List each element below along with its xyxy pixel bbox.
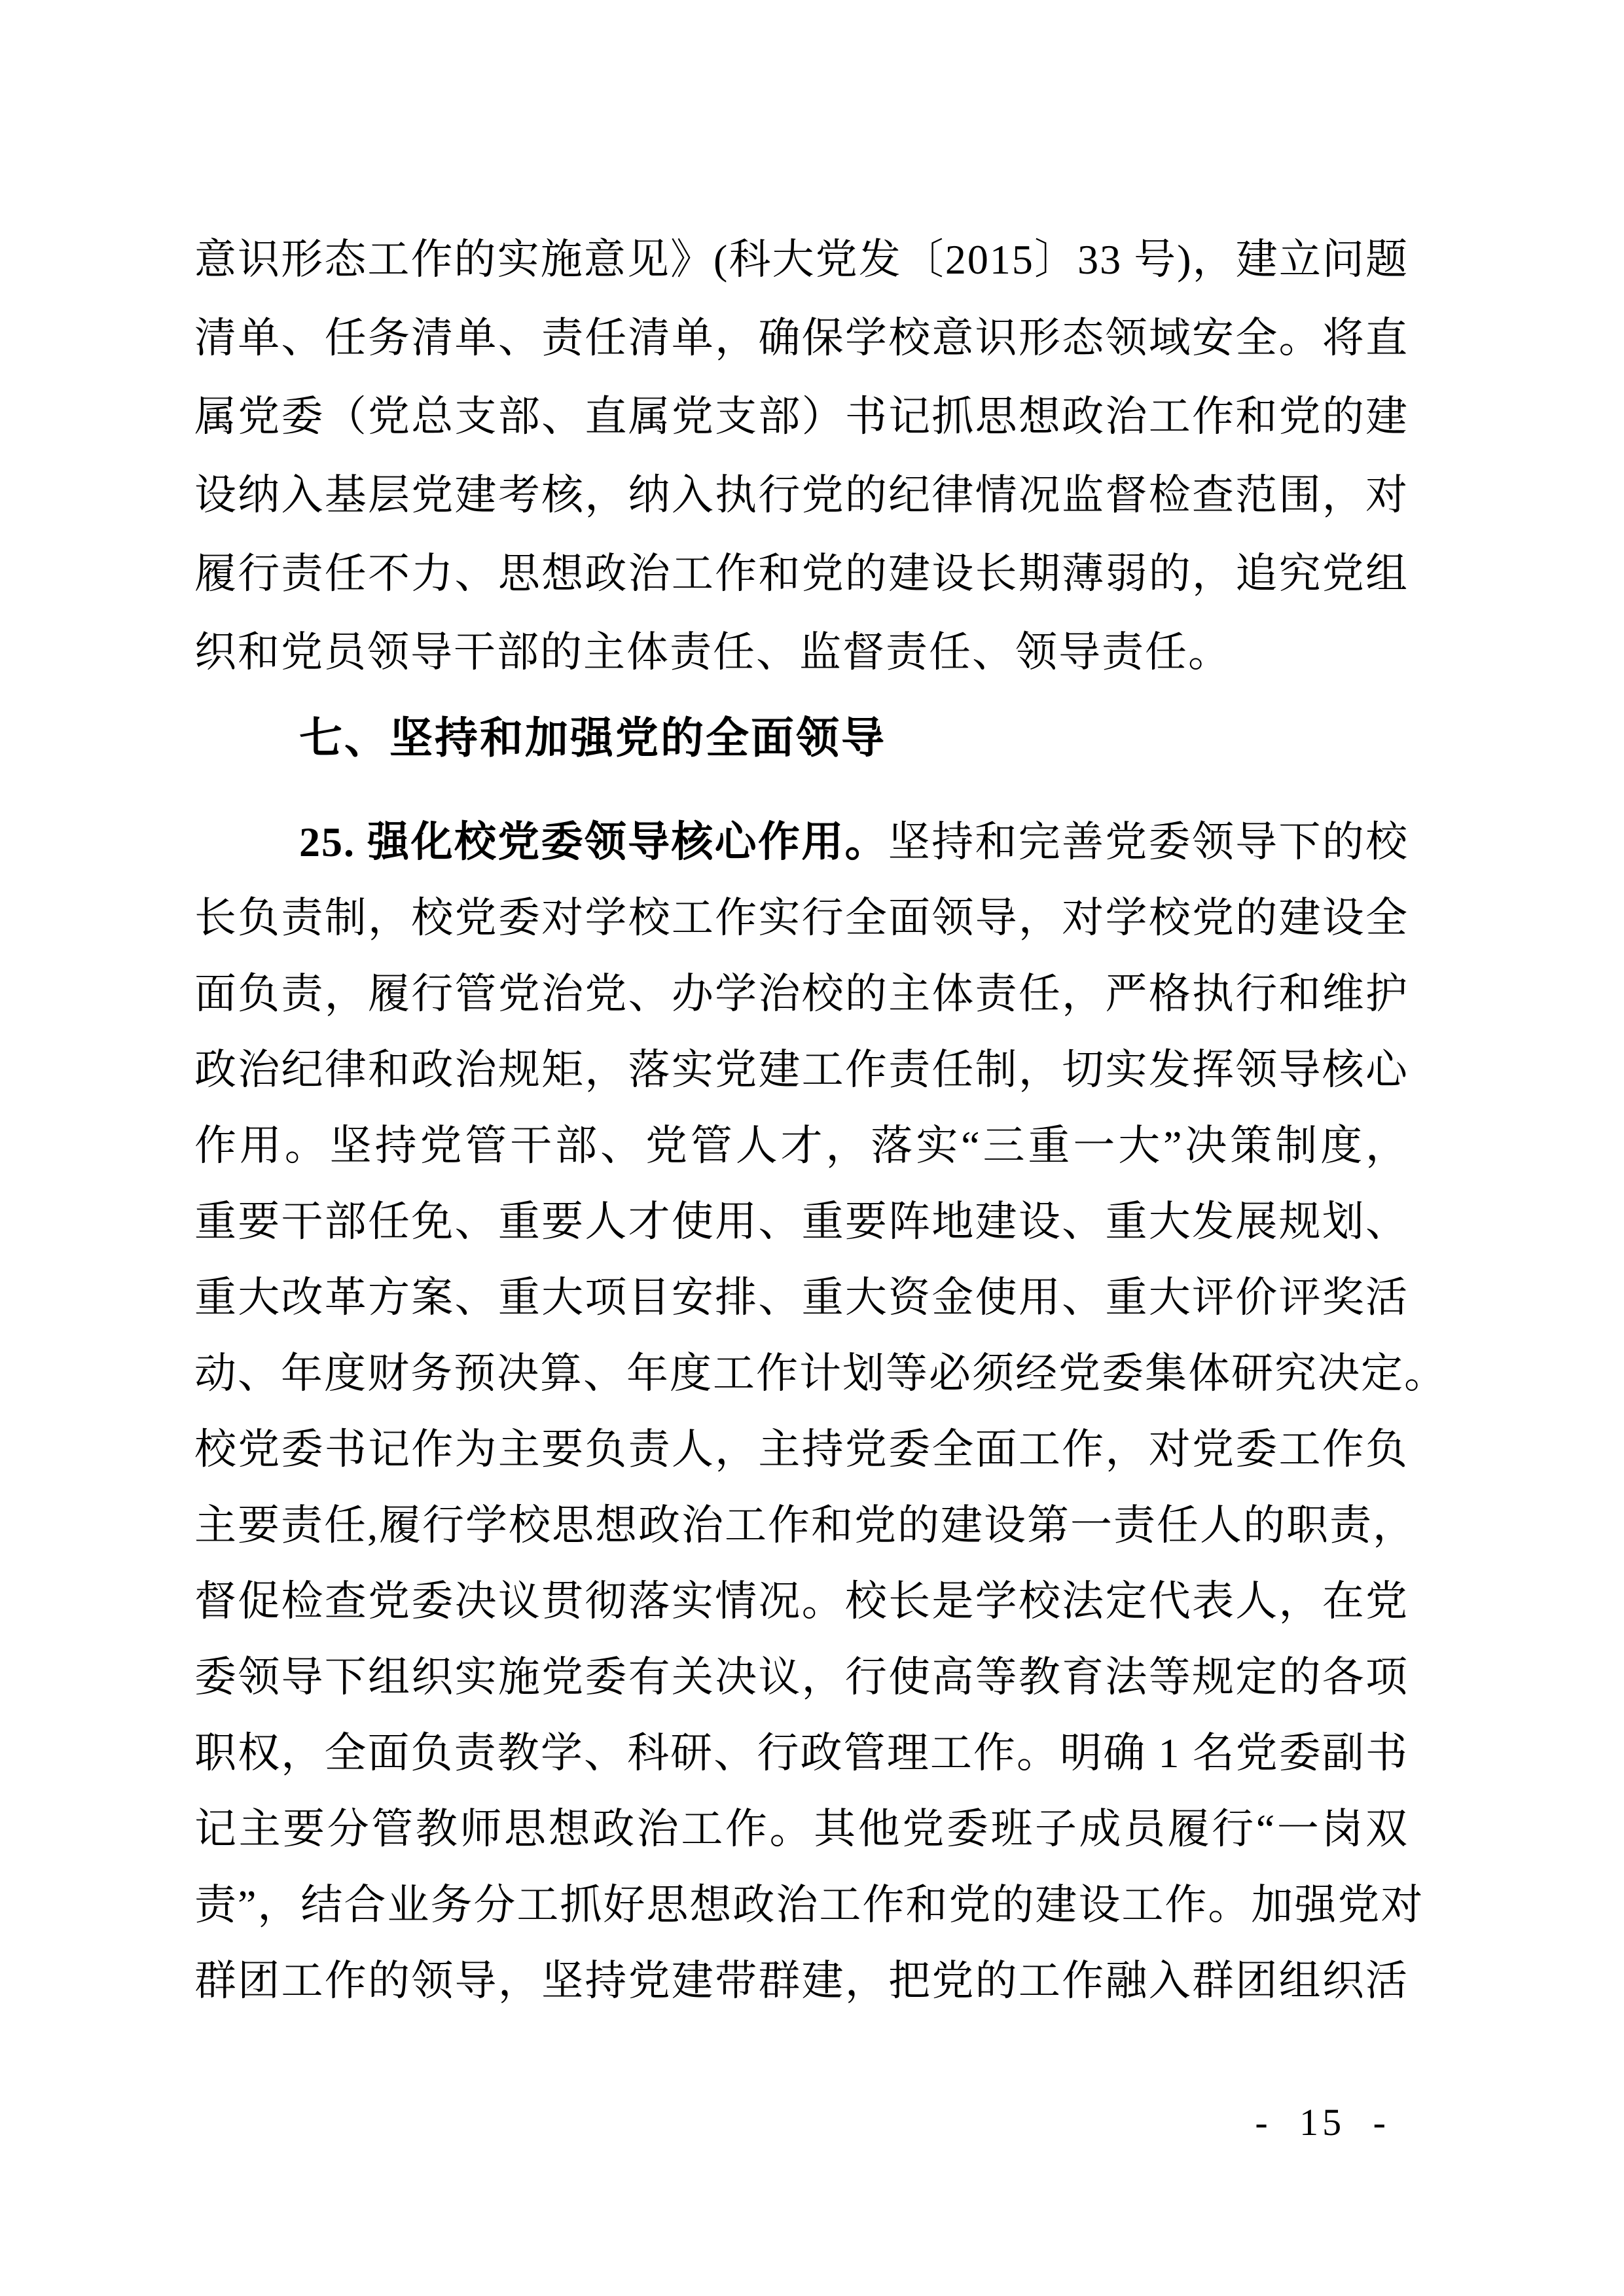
body-line: 记主要分管教师思想政治工作。其他党委班子成员履行“一岗双 [194,1806,1409,1852]
body-line: 重要干部任免、重要人才使用、重要阵地建设、重大发展规划、 [194,1198,1409,1245]
body-line: 意识形态工作的实施意见》(科大党发〔2015〕33 号)，建立问题 [194,236,1409,283]
body-line: 设纳入基层党建考核，纳入执行党的纪律情况监督检查范围，对 [194,472,1409,518]
body-line: 委领导下组织实施党委有关决议，行使高等教育法等规定的各项 [194,1654,1409,1700]
page-number: - 15 - [1255,2101,1390,2144]
body-line: 政治纪律和政治规矩，落实党建工作责任制，切实发挥领导核心 [194,1047,1409,1093]
body-line: 群团工作的领导，坚持党建带群建，把党的工作融入群团组织活 [194,1958,1409,2004]
body-line: 作用。坚持党管干部、党管人才，落实“三重一大”决策制度， [194,1122,1409,1169]
body-line: 面负责，履行管党治党、办学治校的主体责任，严格执行和维护 [194,971,1409,1017]
item-number-lead: 25. 强化校党委领导核心作用。 [299,819,888,865]
item-25-paragraph [194,804,1447,2019]
body-line: 责”，结合业务分工抓好思想政治工作和党的建设工作。加强党对 [194,1882,1424,1928]
body-line: 动、年度财务预决算、年度工作计划等必须经党委集体研究决定。 [194,1350,1447,1397]
item-first-line-text: 坚持和完善党委领导下的校 [888,819,1409,865]
body-line [194,804,1409,880]
body-line: 履行责任不力、思想政治工作和党的建设长期薄弱的，追究党组 [194,550,1409,597]
body-line: 职权，全面负责教学、科研、行政管理工作。明确 1 名党委副书 [194,1730,1409,1776]
body-line: 清单、任务清单、责任清单，确保学校意识形态领域安全。将直 [194,315,1409,361]
body-line: 督促检查党委决议贯彻落实情况。校长是学校法定代表人，在党 [194,1578,1409,1624]
continuation-paragraph [194,221,1409,692]
body-line: 属党委（党总支部、直属党支部）书记抓思想政治工作和党的建 [194,393,1409,440]
body-line: 主要责任,履行学校思想政治工作和党的建设第一责任人的职责， [194,1502,1416,1549]
body-line: 重大改革方案、重大项目安排、重大资金使用、重大评价评奖活 [194,1274,1409,1321]
body-line: 织和党员领导干部的主体责任、监督责任、领导责任。 [194,629,1231,675]
body-line: 校党委书记作为主要负责人，主持党委全面工作，对党委工作负 [194,1426,1409,1473]
section-heading: 七、坚持和加强党的全面领导 [299,713,886,762]
body-line: 长负责制，校党委对学校工作实行全面领导，对学校党的建设全 [194,895,1409,941]
